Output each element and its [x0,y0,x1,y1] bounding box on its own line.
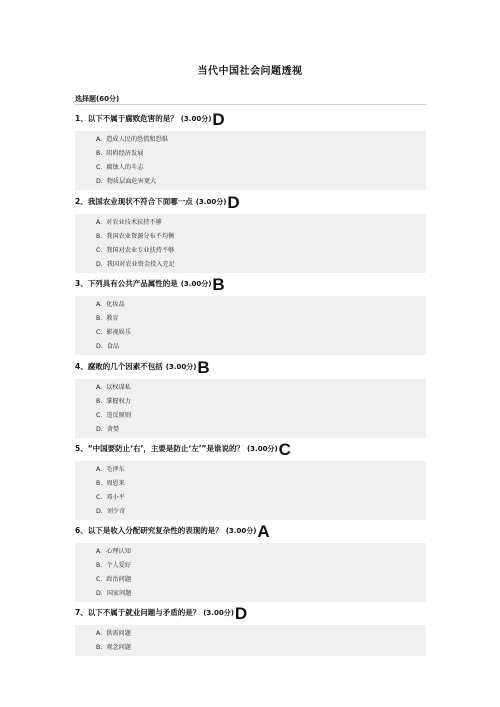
option-text: 以权谋私 [106,384,131,391]
option-item [75,545,426,559]
option-item [75,587,426,601]
option-text: 刘少奇 [106,508,126,515]
option-item [75,133,426,147]
question-header [75,189,426,211]
option-text: 个人爱好 [106,562,131,569]
question-header [75,106,426,128]
option-letter: B. [96,398,103,405]
option-item [75,175,426,189]
question-number: 1、 [75,114,88,123]
option-letter: C. [96,329,103,336]
option-letter: B. [96,644,103,651]
option-item [75,463,426,477]
option-text: 化妆品 [106,301,125,308]
option-letter: C. [96,412,103,419]
option-item [75,381,426,395]
option-item [75,395,426,409]
option-text: 食品 [106,343,120,350]
option-letter: C. [96,576,103,583]
question-text: 以下不属于就业问题与矛盾的是？ [87,608,201,617]
option-list [75,625,426,656]
option-text: 国家问题 [106,590,132,597]
option-list [75,379,426,438]
option-item [75,573,426,587]
option-item [75,409,426,423]
option-item [75,340,426,354]
option-text: 心理认知 [106,548,131,555]
option-item [75,258,426,272]
option-item [75,298,426,312]
option-letter: A. [96,466,103,473]
option-letter: D. [96,426,103,433]
question-header [75,518,426,540]
question-block [75,600,426,656]
question-header [75,436,426,458]
option-text: 物质层面危害更大 [106,178,157,185]
option-letter: D. [96,508,103,515]
question-number: 3、 [75,279,88,288]
option-text: 政治问题 [106,576,132,583]
option-item [75,216,426,230]
option-item [75,627,426,641]
handwritten-answer: D [227,193,240,212]
option-text: 违反原则 [106,412,132,419]
option-text: 影视娱乐 [106,329,132,336]
question-text: “中国要防止‘右’，主要是防止‘左’”是谁说的？ [87,444,244,453]
option-text: 教育 [106,315,119,322]
option-letter: B. [96,315,103,322]
handwritten-answer: B [212,275,225,294]
option-letter: D. [96,590,103,597]
option-letter: A. [96,301,103,308]
option-letter: C. [96,164,103,171]
option-text: 我国对农业资金投入充足 [106,261,175,268]
option-item [75,505,426,519]
option-item [75,559,426,573]
question-number: 2、 [75,197,88,206]
option-text: 供需问题 [106,630,131,637]
option-text: 对农业技术扶持不够 [106,219,162,226]
question-text: 以下不属于腐败危害的是？ [87,114,178,123]
option-item [75,477,426,491]
question-block [75,271,426,355]
option-text: 我国农业资源分布不均衡 [106,233,175,240]
question-score: (3.00分) [195,198,227,206]
option-letter: C. [96,247,103,254]
option-item [75,147,426,161]
question-header [75,354,426,376]
option-letter: A. [96,548,103,555]
question-score: (3.00分) [180,280,212,288]
option-letter: B. [96,562,103,569]
question-score: (3.00分) [180,115,212,123]
handwritten-answer: C [278,440,291,459]
question-number: 7、 [75,608,88,617]
option-letter: C. [96,494,103,501]
question-text: 腐败的几个因素不包括 [87,362,163,371]
option-list [75,461,426,520]
question-text: 我国农业现状不符合下面哪一点 [87,197,193,206]
question-block [75,106,426,190]
section-label: 选择题(60分) [75,95,120,103]
option-letter: D. [96,261,103,268]
option-text: 腐蚀人的斗志 [106,164,144,171]
question-score: (3.00分) [246,445,278,453]
option-text: 邓小平 [106,494,125,501]
question-text: 下列具有公共产品属性的是 [87,279,178,288]
option-item [75,312,426,326]
option-item [75,230,426,244]
question-number: 6、 [75,526,88,535]
option-list [75,214,426,273]
option-item [75,161,426,175]
option-text: 掌握权力 [106,398,131,405]
option-letter: A. [96,630,103,637]
option-text: 观念问题 [106,644,131,651]
option-list [75,131,426,190]
handwritten-answer: D [212,110,225,129]
option-list [75,296,426,355]
option-text: 周恩来 [106,480,125,487]
question-block [75,189,426,273]
option-letter: A. [96,384,103,391]
option-item [75,326,426,340]
question-score: (3.00分) [225,527,257,535]
page-title: 当代中国社会问题透视 [197,66,303,77]
handwritten-answer: D [234,604,248,623]
option-text: 我国对农业专业扶持不够 [106,247,175,254]
question-text: 以下是收入分配研究复杂性的表现的是？ [87,526,223,535]
question-block [75,436,426,520]
question-score: (3.00分) [203,609,234,617]
handwritten-answer: A [257,522,270,541]
option-item [75,491,426,505]
question-block [75,518,426,602]
option-letter: B. [96,150,103,157]
option-letter: A. [96,219,103,226]
question-score: (3.00分) [165,363,197,371]
option-letter: D. [96,178,103,185]
option-text: 造成人民的恐慌和恐惧 [106,136,168,143]
question-header [75,600,426,622]
handwritten-answer: B [197,358,210,377]
option-text: 贪婪 [106,426,120,433]
option-text: 阻碍经济发展 [106,150,144,157]
question-header [75,271,426,293]
option-letter: A. [96,136,103,143]
option-item [75,423,426,437]
option-item [75,641,426,655]
option-list [75,543,426,602]
section-divider [75,104,426,105]
option-text: 毛泽东 [106,466,125,473]
option-letter: B. [96,233,103,240]
question-number: 5、 [75,444,88,453]
option-item [75,244,426,258]
option-letter: D. [96,343,103,350]
option-letter: B. [96,480,103,487]
question-block [75,354,426,438]
question-number: 4、 [75,362,88,371]
